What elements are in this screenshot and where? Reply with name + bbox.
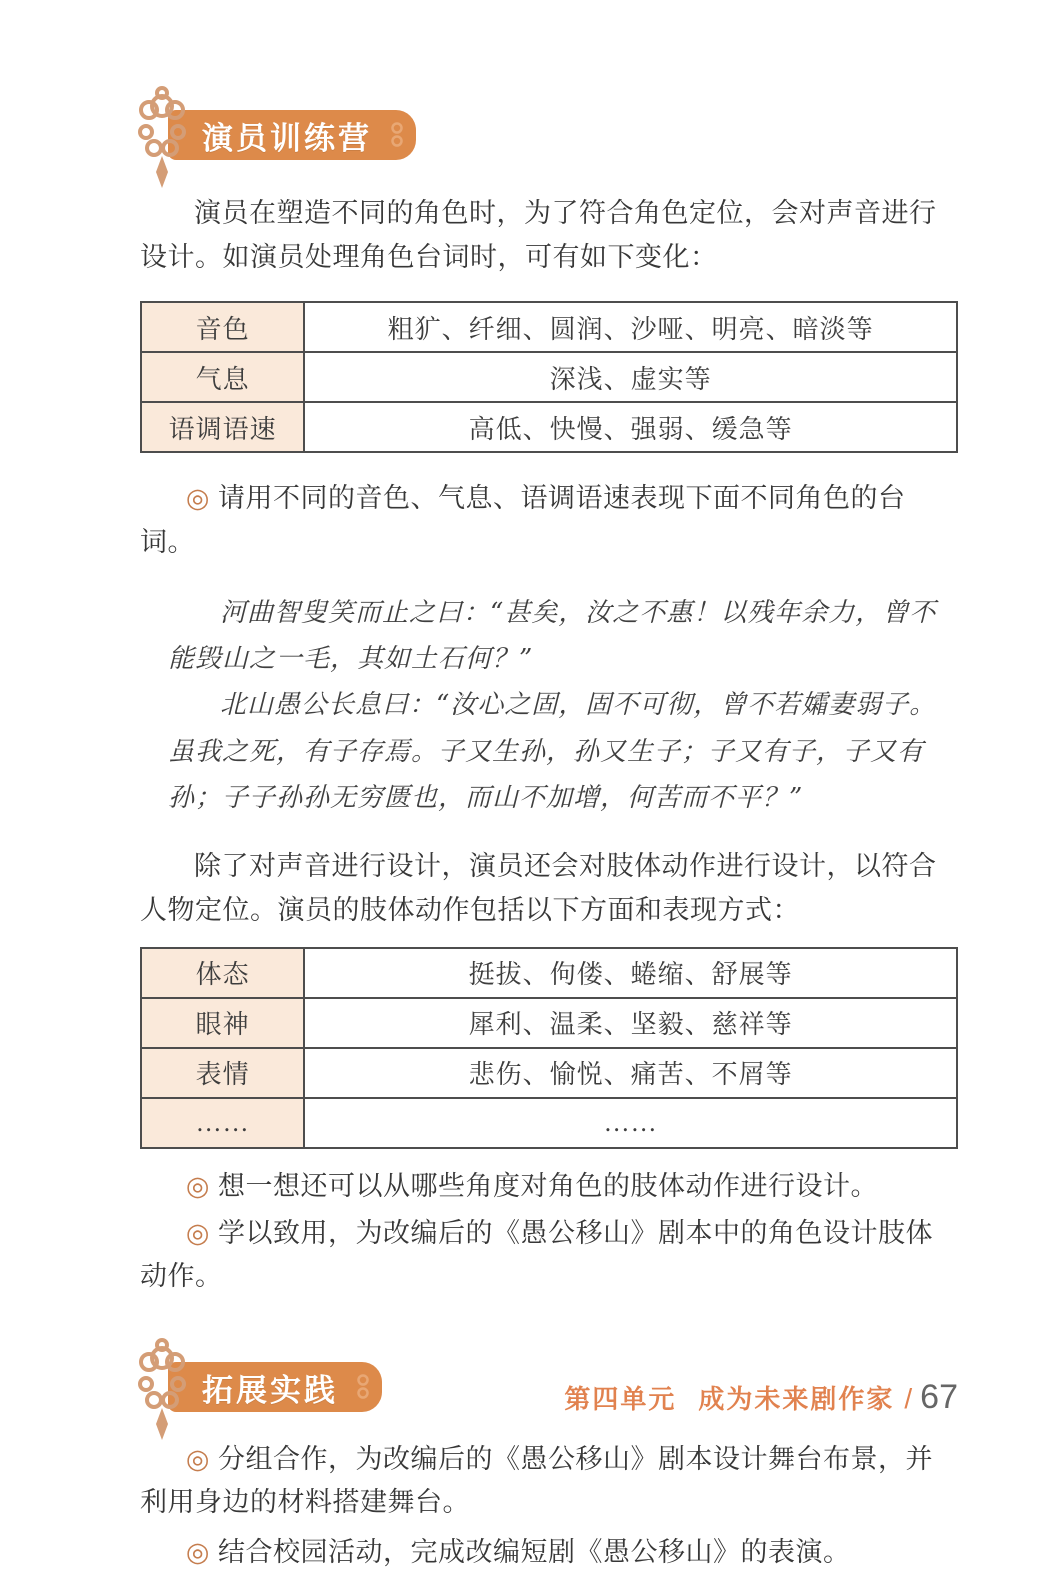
table-row [141,1098,957,1148]
table-row-label: 语调语速 [141,402,304,452]
table-row-value: 高低、快慢、强弱、缓急等 [304,402,957,452]
table-row-value: 挺拔、佝偻、蜷缩、舒展等 [304,948,957,998]
table-row-label: 眼神 [141,998,304,1048]
bullet-icon: ◎ [185,1444,210,1475]
bullet-icon: ◎ [185,1170,210,1201]
cloud-scroll-icon [388,120,406,150]
cloud-motif-icon [134,84,190,190]
footer-chapter: 成为未来剧作家 [698,1384,895,1414]
table-row-label: …… [141,1098,304,1148]
movement-table [140,947,958,1149]
prompt-apply [140,1212,958,1298]
table-row [141,998,957,1048]
section-badge-label: 演员训练营 [202,120,372,156]
bullet-icon: ◎ [185,483,210,514]
bullet-icon: ◎ [185,1217,210,1248]
prompt-stage-design [140,1438,958,1524]
table-row-value: 悲伤、愉悦、痛苦、不屑等 [304,1048,957,1098]
table-row-value: 深浅、虚实等 [304,352,957,402]
section-badge-label: 拓展实践 [202,1372,338,1408]
quote-paragraph: 北山愚公长息曰：“汝心之固，固不可彻，曾不若孀妻弱子。虽我之死，有子存焉。子又生孙，孙又生子；子又有子，子又有孙；子子孙孙无穷匮也，而山不加增，何苦而不平？” [168,690,937,813]
table-row [141,302,957,352]
cloud-scroll-icon [354,1372,372,1402]
movement-paragraph: 除了对声音进行设计，演员还会对肢体动作进行设计，以符合人物定位。演员的肢体动作包括以下方面和表现方式： [140,851,937,925]
page-number: 67 [920,1378,958,1416]
prompt-text: 请用不同的音色、气息、语调语速表现下面不同角色的台词。 [140,483,906,557]
table-row-label: 表情 [141,1048,304,1098]
footer-unit: 第四单元 [564,1384,677,1414]
table-row [141,948,957,998]
classical-quote-block [168,590,952,821]
table-row-label: 体态 [141,948,304,998]
table-row-label: 气息 [141,352,304,402]
prompt-text: 学以致用，为改编后的《愚公移山》剧本中的角色设计肢体动作。 [140,1217,933,1292]
table-row [141,402,957,452]
prompt-think [140,1165,958,1208]
intro-paragraph: 演员在塑造不同的角色时，为了符合角色定位，会对声音进行设计。如演员处理角色台词时，可有如下变化： [140,198,937,272]
voice-design-table [140,301,958,453]
section-badge-training [168,110,416,160]
table-row-label: 音色 [141,302,304,352]
cloud-motif-icon [134,1336,190,1442]
table-row-value: …… [304,1098,957,1148]
section-header-training [140,98,958,162]
prompt-voice [140,477,958,563]
quote-paragraph: 河曲智叟笑而止之曰：“甚矣，汝之不惠！以残年余力，曾不能毁山之一毛，其如土石何？” [168,597,937,675]
section-badge-practice [168,1362,382,1412]
bullet-icon: ◎ [185,1536,210,1567]
table-row-value: 粗犷、纤细、圆润、沙哑、明亮、暗淡等 [304,302,957,352]
table-row-value: 犀利、温柔、坚毅、慈祥等 [304,998,957,1048]
page-footer [564,1378,958,1417]
footer-separator: / [904,1383,913,1414]
prompt-text: 分组合作，为改编后的《愚公移山》剧本设计舞台布景，并利用身边的材料搭建舞台。 [140,1444,933,1518]
prompt-text: 想一想还可以从哪些角度对角色的肢体动作进行设计。 [217,1170,878,1201]
prompt-text: 结合校园活动，完成改编短剧《愚公移山》的表演。 [217,1536,851,1567]
table-row [141,1048,957,1098]
prompt-performance [140,1531,958,1574]
table-row [141,352,957,402]
